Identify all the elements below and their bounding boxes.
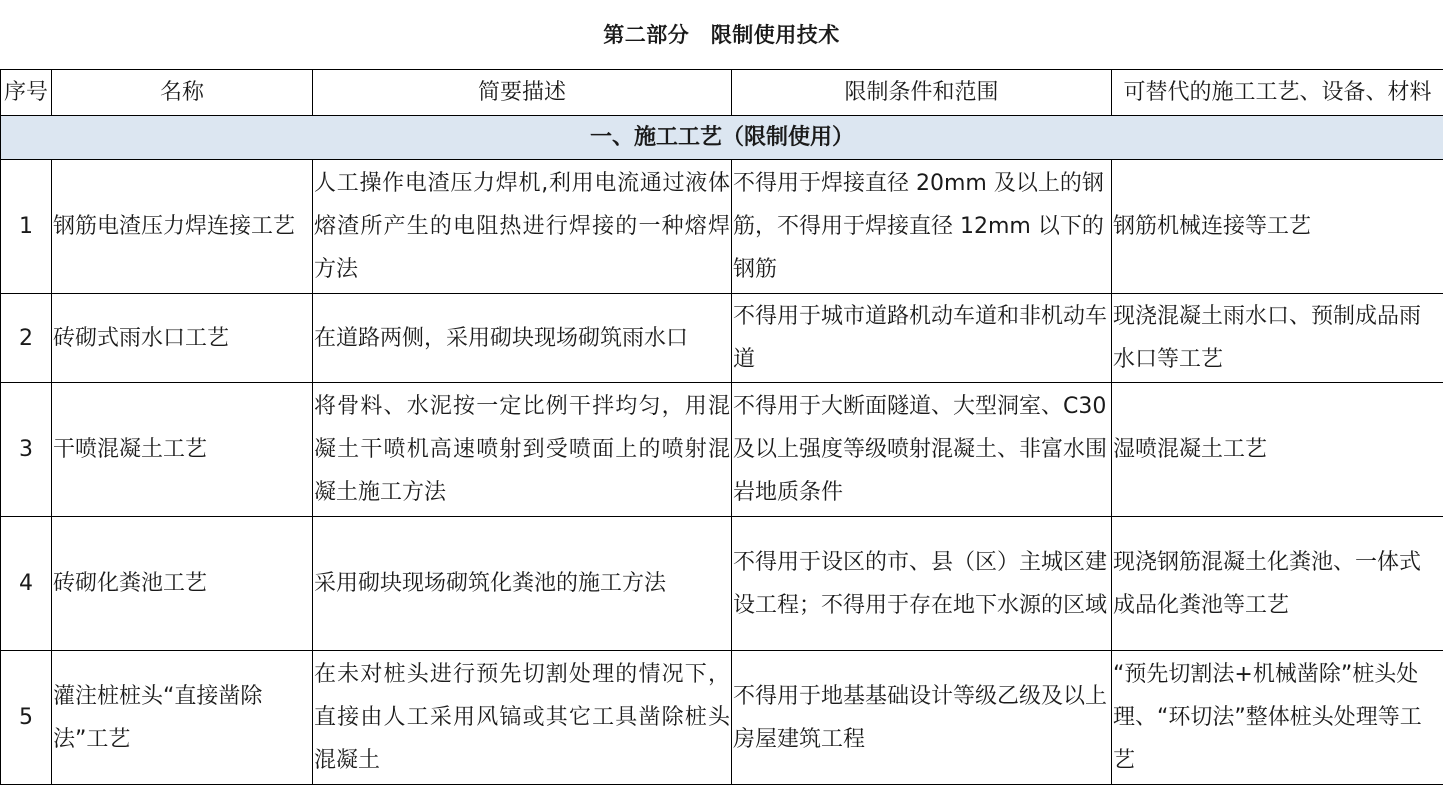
table-header-row [1, 70, 1443, 116]
row-restriction: 不得用于设区的市、县（区）主城区建设工程；不得用于存在地下水源的区域 [732, 517, 1112, 651]
header-restriction-conditions: 限制条件和范围 [732, 70, 1112, 116]
row-number: 1 [1, 160, 52, 294]
row-description: 在道路两侧，采用砌块现场砌筑雨水口 [313, 294, 732, 383]
row-name: 灌注桩桩头“直接凿除法”工艺 [52, 651, 313, 785]
table-row [1, 517, 1443, 651]
row-description: 在未对桩头进行预先切割处理的情况下，直接由人工采用风镐或其它工具凿除桩头混凝土 [313, 651, 732, 785]
row-alternative: “预先切割法+机械凿除”桩头处理、“环切法”整体桩头处理等工艺 [1112, 651, 1443, 785]
page-title: 第二部分 限制使用技术 [0, 22, 1443, 48]
restricted-technology-table [0, 69, 1443, 785]
row-number: 3 [1, 383, 52, 517]
row-name: 钢筋电渣压力焊连接工艺 [52, 160, 313, 294]
row-alternative: 现浇钢筋混凝土化粪池、一体式成品化粪池等工艺 [1112, 517, 1443, 651]
header-alternatives: 可替代的施工工艺、设备、材料 [1112, 70, 1443, 116]
row-restriction: 不得用于城市道路机动车道和非机动车道 [732, 294, 1112, 383]
row-alternative: 现浇混凝土雨水口、预制成品雨水口等工艺 [1112, 294, 1443, 383]
row-restriction: 不得用于地基基础设计等级乙级及以上房屋建筑工程 [732, 651, 1112, 785]
row-number: 2 [1, 294, 52, 383]
table-row [1, 294, 1443, 383]
row-name: 砖砌化粪池工艺 [52, 517, 313, 651]
row-alternative: 湿喷混凝土工艺 [1112, 383, 1443, 517]
row-name: 砖砌式雨水口工艺 [52, 294, 313, 383]
table-row [1, 160, 1443, 294]
row-restriction: 不得用于大断面隧道、大型洞室、C30 及以上强度等级喷射混凝土、非富水围岩地质条件 [732, 383, 1112, 517]
row-restriction: 不得用于焊接直径 20mm 及以上的钢筋，不得用于焊接直径 12mm 以下的钢筋 [732, 160, 1112, 294]
row-description: 人工操作电渣压力焊机,利用电流通过液体熔渣所产生的电阻热进行焊接的一种熔焊方法 [313, 160, 732, 294]
table-row [1, 651, 1443, 785]
table-row [1, 383, 1443, 517]
section-row [1, 116, 1443, 160]
row-description: 采用砌块现场砌筑化粪池的施工方法 [313, 517, 732, 651]
row-alternative: 钢筋机械连接等工艺 [1112, 160, 1443, 294]
header-name: 名称 [52, 70, 313, 116]
row-name: 干喷混凝土工艺 [52, 383, 313, 517]
header-serial-number: 序号 [1, 70, 52, 116]
row-description: 将骨料、水泥按一定比例干拌均匀，用混凝土干喷机高速喷射到受喷面上的喷射混凝土施工方法 [313, 383, 732, 517]
header-brief-description: 简要描述 [313, 70, 732, 116]
section-title: 一、施工工艺（限制使用） [1, 116, 1443, 160]
row-number: 4 [1, 517, 52, 651]
row-number: 5 [1, 651, 52, 785]
